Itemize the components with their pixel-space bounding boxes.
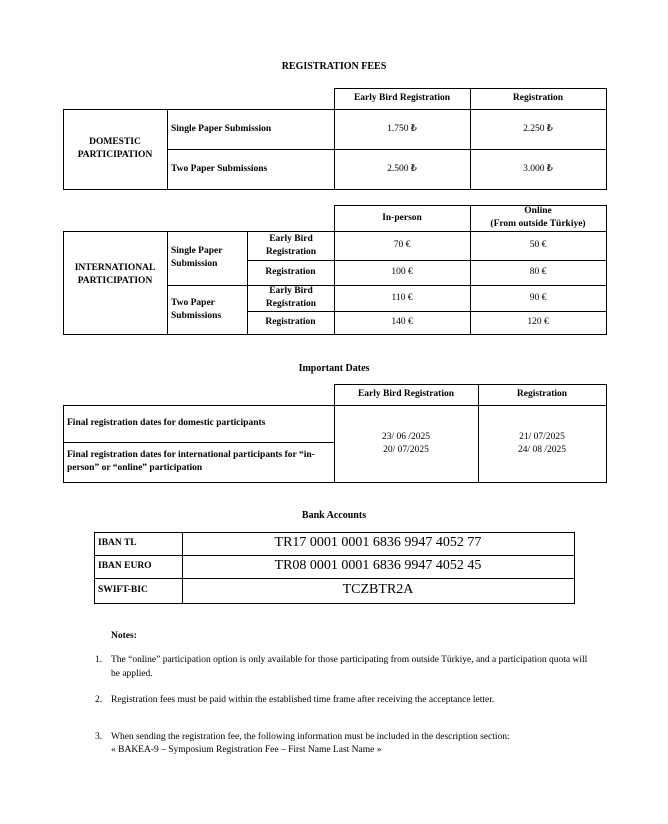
regular-date-international: 24/ 08 /2025 [517,444,567,455]
registration-fees-title: REGISTRATION FEES [281,61,387,72]
iban-tl-label: IBAN TL [98,538,137,549]
intl-two-early-label: Early Bird Registration [265,286,317,309]
swift-bic-label: SWIFT-BIC [98,585,148,596]
header-registration: Registration [512,93,564,104]
domestic-participation-label: DOMESTIC PARTICIPATION [77,137,153,160]
intl-single-regular-online: 80 € [529,267,547,278]
note-2-text: Registration fees must be paid within the established time frame after receiving the acceptance letter. [111,695,495,705]
intl-single-early-inperson: 70 € [393,240,411,251]
intl-single-regular-inperson: 100 € [391,267,413,278]
note-3-text: When sending the registration fee, the following information must be included in the description section: [111,732,510,742]
intl-single-label: Single Paper Submission [171,246,223,269]
domestic-two-label: Two Paper Submissions [171,163,268,174]
intl-single-early-label: Early Bird Registration [265,233,317,257]
dates-header-early-bird: Early Bird Registration [357,389,455,400]
early-date-domestic: 23/ 06 /2025 [381,431,431,442]
notes-title: Notes: [111,631,137,641]
regular-date-domestic: 21/ 07/2025 [519,431,565,442]
bank-accounts-title: Bank Accounts [301,510,367,521]
international-participation-label: INTERNATIONAL PARTICIPATION [74,262,156,286]
header-online-line2: (From outside Türkiye) [490,219,586,229]
domestic-two-regular: 3.000 ₺ [523,163,553,174]
header-early-bird: Early Bird Registration [353,93,451,104]
iban-euro-label: IBAN EURO [98,561,152,572]
domestic-single-regular: 2.250 ₺ [523,123,553,134]
note-2-number: 2. [95,695,103,705]
iban-euro-value: TR08 0001 0001 6836 9947 4052 45 [274,558,482,574]
note-1-text: The “online” participation option is only available for those participating from outside Türkiye, and a participation quota will be applied. [111,655,588,679]
domestic-two-early: 2.500 ₺ [387,163,417,174]
intl-single-early-online: 50 € [529,240,547,251]
note-3-number: 3. [95,732,103,742]
dates-international-label: Final registration dates for international participants for “in-person” or “online” participation [67,450,315,473]
iban-tl-value: TR17 0001 0001 6836 9947 4052 77 [274,535,482,551]
intl-two-label: Two Paper Submissions [171,297,222,321]
dates-domestic-label: Final registration dates for domestic participants [67,418,266,429]
intl-two-early-online: 90 € [529,292,547,303]
intl-two-regular-online: 120 € [527,317,549,328]
note-1-number: 1. [95,655,103,665]
intl-two-regular-label: Registration [265,317,316,328]
note-3-subtext: « BAKEA-9 – Symposium Registration Fee – First Name Last Name » [111,745,382,755]
registration-dates [478,405,606,482]
intl-single-regular-label: Registration [265,267,316,278]
important-dates-title: Important Dates [298,363,370,374]
intl-two-regular-inperson: 140 € [391,317,413,328]
domestic-single-early: 1.750 ₺ [387,123,417,134]
dates-header-registration: Registration [516,389,568,400]
domestic-single-label: Single Paper Submission [171,123,272,134]
early-bird-dates [334,405,478,482]
header-in-person: In-person [382,212,422,223]
intl-two-early-inperson: 110 € [391,292,413,303]
swift-bic-value: TCZBTR2A [342,582,414,598]
header-online [470,205,606,231]
early-date-international: 20/ 07/2025 [383,444,429,455]
header-online-line1: Online [524,206,552,217]
